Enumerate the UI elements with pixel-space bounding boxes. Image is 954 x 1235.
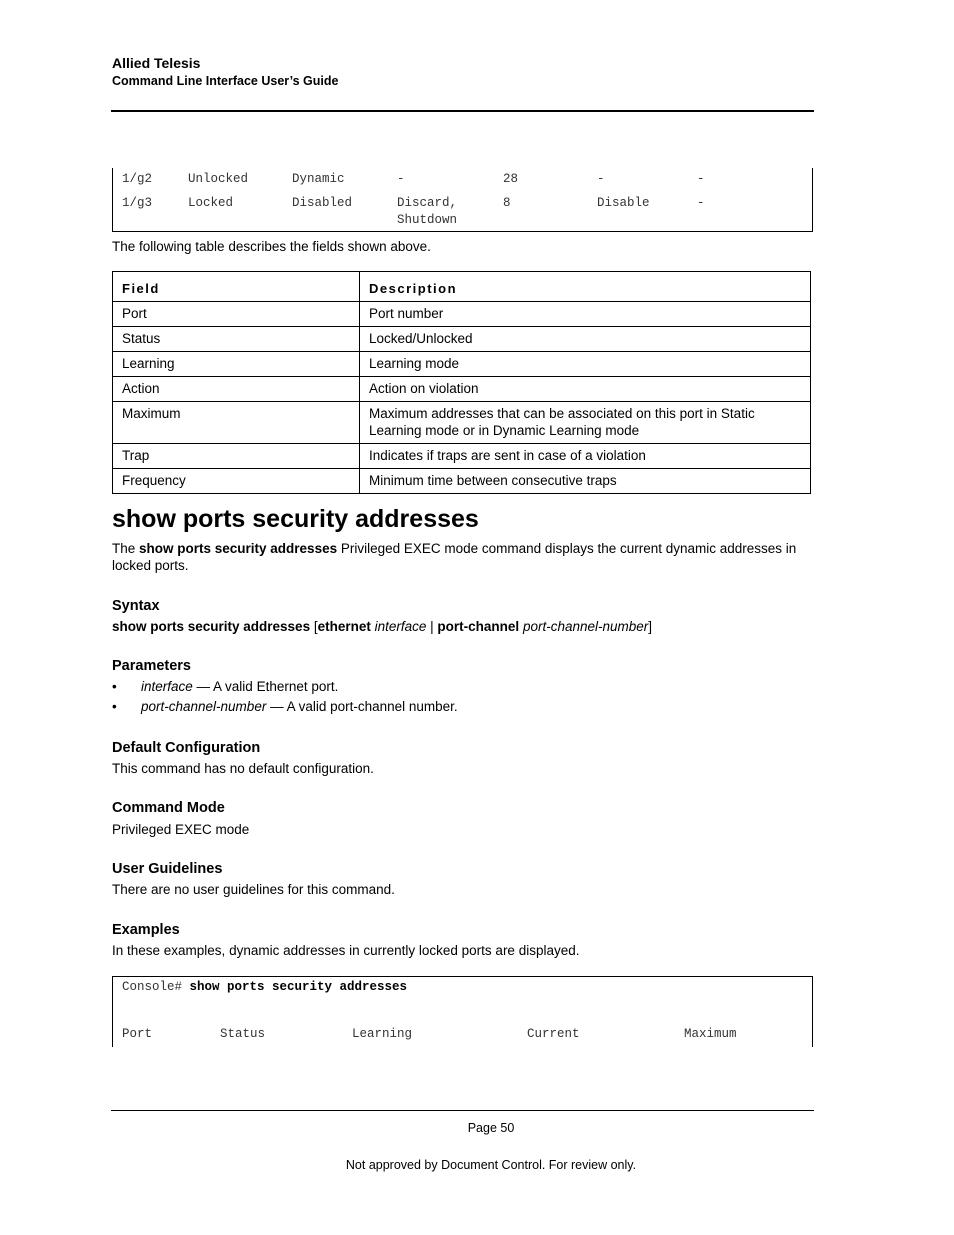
intro-command: show ports security addresses [139, 541, 338, 556]
table-header-row [113, 272, 811, 302]
user-guidelines-text: There are no user guidelines for this command. [112, 882, 395, 897]
table-row [113, 469, 811, 494]
output-cell: Disable [597, 196, 650, 210]
parameter-desc: — A valid Ethernet port. [192, 679, 339, 694]
output-cell: Disabled [292, 196, 353, 210]
output-cell: - [397, 172, 405, 186]
output-cell: Unlocked [188, 172, 249, 186]
syntax-bracket: ] [648, 619, 653, 634]
syntax-bracket: [ [310, 619, 318, 634]
page-number: Page 50 [467, 1121, 515, 1135]
description-cell: Learning mode [360, 352, 811, 377]
header-rule [111, 110, 814, 112]
review-note: Not approved by Document Control. For review only. [345, 1158, 637, 1172]
column-header-field: Field [113, 272, 360, 302]
output-cell: 1/g2 [122, 172, 153, 186]
column-label: Maximum [684, 1027, 737, 1041]
default-config-text: This command has no default configuration. [112, 761, 374, 776]
intro-text: Privileged EXEC mode command displays the current dynamic addresses in locked ports. [112, 541, 797, 573]
output-cell: 8 [503, 196, 511, 210]
example-command: show ports security addresses [182, 980, 408, 994]
field-cell: Trap [113, 444, 360, 469]
syntax-keyword: port-channel [437, 619, 520, 634]
command-mode-text: Privileged EXEC mode [112, 822, 250, 837]
syntax-separator: | [426, 619, 438, 634]
column-header-description: Description [360, 272, 811, 302]
syntax-argument: interface [374, 619, 427, 634]
syntax-heading: Syntax [112, 598, 160, 614]
command-mode-heading: Command Mode [112, 800, 225, 816]
footer-rule [111, 1110, 814, 1111]
syntax-argument: port-channel-number [522, 619, 649, 634]
bullet-icon: • [112, 679, 117, 694]
header-company: Allied Telesis [112, 55, 201, 71]
table-row [113, 444, 811, 469]
section-title: show ports security addresses [112, 505, 479, 533]
table-row [113, 377, 811, 402]
column-label: Current [527, 1027, 580, 1041]
output-cell: 1/g3 [122, 196, 153, 210]
column-label: Port [122, 1027, 153, 1041]
bullet-icon: • [112, 699, 117, 714]
output-cell: Locked [188, 196, 234, 210]
examples-heading: Examples [112, 922, 180, 938]
syntax-keyword: ethernet [317, 619, 371, 634]
parameters-heading: Parameters [112, 658, 191, 674]
syntax-line [112, 618, 652, 635]
table-row [113, 352, 811, 377]
console-prompt [122, 979, 407, 996]
field-cell: Frequency [113, 469, 360, 494]
parameter-item [112, 679, 338, 694]
output-cell: Dynamic [292, 172, 345, 186]
examples-text: In these examples, dynamic addresses in currently locked ports are displayed. [112, 943, 580, 958]
default-config-heading: Default Configuration [112, 740, 261, 756]
output-cell: - [697, 196, 705, 210]
parameter-name: interface [141, 679, 193, 694]
column-label: Status [220, 1027, 266, 1041]
column-label: Learning [352, 1027, 413, 1041]
intro-text: The [112, 541, 140, 556]
description-cell: Minimum time between consecutive traps [360, 469, 811, 494]
description-cell: Port number [360, 302, 811, 327]
example-code-box [112, 976, 813, 1047]
parameter-item [112, 699, 458, 714]
description-cell: Locked/Unlocked [360, 327, 811, 352]
field-cell: Port [113, 302, 360, 327]
field-cell: Maximum [113, 402, 360, 444]
output-cell: - [697, 172, 705, 186]
output-cell: Discard, Shutdown [397, 196, 458, 227]
fields-table [112, 271, 811, 494]
field-cell: Status [113, 327, 360, 352]
port-security-output-box [112, 168, 813, 232]
output-cell: - [597, 172, 605, 186]
syntax-command: show ports security addresses [112, 619, 311, 634]
prompt-text: Console# [122, 980, 183, 994]
user-guidelines-heading: User Guidelines [112, 861, 223, 877]
description-cell: Indicates if traps are sent in case of a violation [360, 444, 811, 469]
parameter-name: port-channel-number [141, 699, 267, 714]
table-row [113, 327, 811, 352]
section-intro [112, 540, 812, 574]
header-guide-title: Command Line Interface User’s Guide [112, 74, 339, 88]
table-intro: The following table describes the fields shown above. [112, 239, 431, 254]
field-cell: Learning [113, 352, 360, 377]
parameter-desc: — A valid port-channel number. [266, 699, 458, 714]
table-row [113, 302, 811, 327]
output-cell: 28 [503, 172, 519, 186]
description-cell: Action on violation [360, 377, 811, 402]
field-cell: Action [113, 377, 360, 402]
description-cell: Maximum addresses that can be associated on this port in Static Learning mode or in Dynamic Learning mode [360, 402, 811, 444]
table-row [113, 402, 811, 444]
